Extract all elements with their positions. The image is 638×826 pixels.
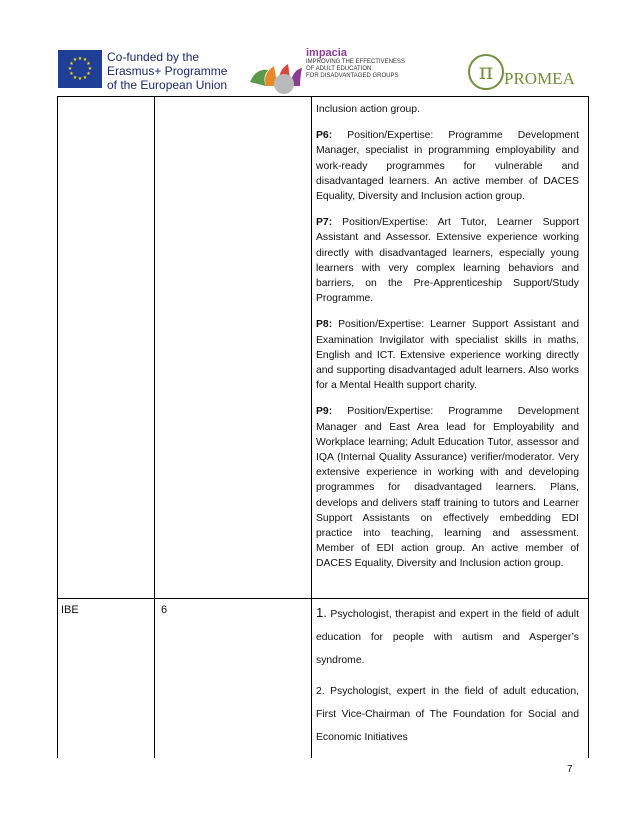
label-p9: P9:	[316, 406, 333, 418]
promea-wordmark: PROMEA	[504, 69, 575, 88]
table-row-divider	[57, 598, 589, 599]
experts-table	[57, 96, 589, 758]
paragraph-p7	[316, 215, 579, 306]
svg-text:π: π	[478, 60, 494, 85]
table-border-right	[588, 96, 589, 758]
eu-line-3: of the European Union	[107, 78, 228, 92]
eu-cofunded-text	[107, 50, 227, 92]
eu-flag-logo	[58, 50, 102, 88]
paragraph-p8	[316, 317, 579, 393]
table-border-top	[57, 96, 589, 97]
row-experts-cell	[316, 102, 579, 583]
impacia-tagline-2: OF ADULT EDUCATION	[306, 66, 372, 72]
table-divider-1	[154, 96, 155, 758]
ibe-item-1-number: 1.	[316, 605, 327, 620]
svg-text:★: ★	[86, 71, 91, 77]
text-p8: Position/Expertise: Learner Support Assistant and Examination Invigilator with specialist skills in maths, English and ICT. Extensive experience working directly and supporting disadvantaged adult learners. Also works for a Mental Health support charity.	[316, 319, 579, 392]
svg-text:★: ★	[67, 66, 73, 72]
label-p7: P7:	[316, 217, 333, 229]
svg-text:★: ★	[86, 61, 91, 67]
page-number: 7	[567, 764, 573, 775]
svg-text:★: ★	[72, 75, 78, 81]
label-p6: P6:	[316, 130, 333, 142]
ibe-item-1-text: Psychologist, therapist and expert in the field of adult education for people with autism and Asperger’s syndrome.	[316, 609, 579, 666]
eu-line-1: Co-funded by the	[107, 50, 200, 64]
text-p9: Position/Expertise: Programme Development Manager and East Area lead for Employability and Workplace learning; Adult Education Tutor, assessor and IQA (Internal Quality Assurance) verifier/moderator. Very extensive experience in working with and developing programmes for disadvantaged learners. Plans, develops and delivers staff training to tutors and Learner Support Assistants on effectively embedding EDI practice into teaching, learning and assessment. Member of EDI action group. An active member of DACES Equality, Diversity and Inclusion action group.	[316, 406, 579, 570]
promea-logo	[466, 52, 586, 92]
svg-text:★: ★	[87, 66, 93, 72]
table-divider-2	[311, 96, 312, 758]
label-p8: P8:	[316, 319, 333, 331]
svg-text:★: ★	[77, 76, 83, 82]
ibe-item-2: 2. Psychologist, expert in the field of adult education, First Vice-Chairman of The Foundation for Social and Economic Initiatives	[316, 686, 579, 743]
count-cell: 6	[161, 604, 168, 616]
svg-text:★: ★	[82, 57, 88, 63]
paragraph-p6	[316, 128, 579, 204]
row-ibe-experts-cell	[316, 601, 579, 757]
text-p7: Position/Expertise: Art Tutor, Learner Support Assistant and Assessor. Extensive experience working directly with disadvantaged learners, especially young learners with very complex learning behaviors and barriers, on the Pre-Apprenticeship Support/Study Programme.	[316, 217, 579, 305]
org-cell-ibe: IBE	[61, 604, 79, 616]
impacia-text	[306, 47, 405, 80]
impacia-tagline-1: IMPROVING THE EFFECTIVENESS	[306, 59, 405, 65]
svg-text:★: ★	[69, 71, 74, 77]
svg-text:★: ★	[72, 57, 78, 63]
svg-text:★: ★	[82, 75, 88, 81]
table-border-left	[57, 96, 58, 758]
eu-line-2: Erasmus+ Programme	[107, 64, 228, 78]
ibe-item-1	[316, 601, 579, 672]
text-p6: Position/Expertise: Programme Development Manager, specialist in programming employability and work-ready programmes for vulnerable and disadvantaged learners. An active member of DACES Equality, Diversity and Inclusion action group.	[316, 130, 579, 203]
svg-text:★: ★	[69, 61, 74, 67]
svg-text:★: ★	[77, 56, 83, 62]
paragraph-continuation: Inclusion action group.	[316, 104, 420, 115]
impacia-tagline-3: FOR DISADVANTAGED GROUPS	[306, 73, 399, 79]
impacia-brand: impacia	[306, 47, 347, 59]
paragraph-p9	[316, 404, 579, 571]
